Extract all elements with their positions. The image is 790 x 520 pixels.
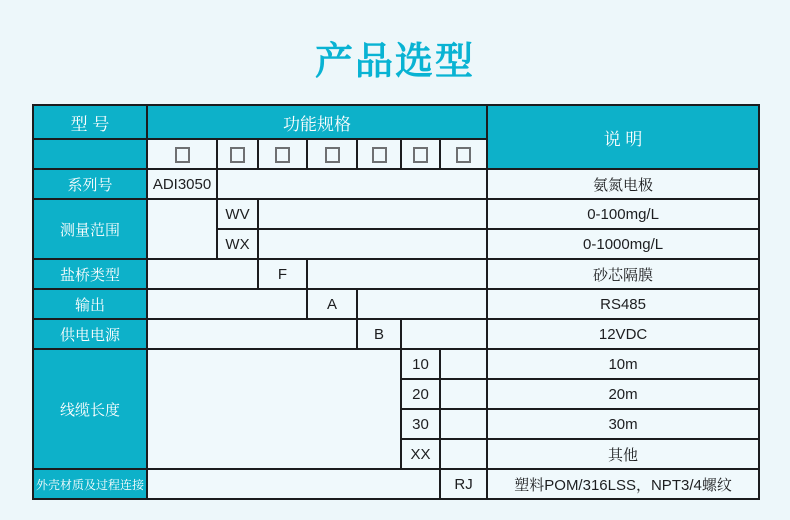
- row-label-housing: 外壳材质及过程连接: [33, 469, 147, 499]
- checkbox-cell-2: [217, 139, 258, 169]
- housing-code-cell: RJ: [440, 469, 487, 499]
- empty-cell: [307, 259, 487, 289]
- table-row-power: [33, 319, 759, 349]
- table-row-housing: [33, 469, 759, 499]
- empty-cell: [440, 439, 487, 469]
- table-row-cable-10: [33, 349, 759, 379]
- row-label-power: 供电电源: [33, 319, 147, 349]
- checkbox-icon[interactable]: [456, 147, 471, 163]
- empty-cell: [147, 259, 258, 289]
- checkbox-cell-4: [307, 139, 357, 169]
- saltbridge-desc-cell: 砂芯隔膜: [487, 259, 759, 289]
- saltbridge-code-cell: F: [258, 259, 307, 289]
- row-label-series: 系列号: [33, 169, 147, 199]
- row-label-cable: 线缆长度: [33, 349, 147, 469]
- output-desc-cell: RS485: [487, 289, 759, 319]
- row-label-saltbridge: 盐桥类型: [33, 259, 147, 289]
- empty-cell: [440, 409, 487, 439]
- checkbox-icon[interactable]: [230, 147, 245, 163]
- empty-cell: [147, 289, 307, 319]
- empty-cell: [147, 349, 401, 469]
- cable-xx-desc-cell: 其他: [487, 439, 759, 469]
- checkbox-icon[interactable]: [372, 147, 387, 163]
- row-label-output: 输出: [33, 289, 147, 319]
- series-code-cell: ADI3050: [147, 169, 217, 199]
- series-desc-cell: 氨氮电极: [487, 169, 759, 199]
- range-wv-desc-cell: 0-100mg/L: [487, 199, 759, 229]
- ordering-guide-table: [32, 104, 760, 500]
- page-title: 产品选型: [314, 41, 475, 83]
- cable-20-code-cell: 20: [401, 379, 440, 409]
- cable-xx-code-cell: XX: [401, 439, 440, 469]
- checkbox-icon[interactable]: [413, 147, 428, 163]
- empty-cell: [147, 199, 217, 259]
- col-header-model: 型 号: [33, 105, 147, 139]
- power-code-cell: B: [357, 319, 401, 349]
- empty-cell: [147, 319, 357, 349]
- model-column-spacer-cell: [33, 139, 147, 169]
- cable-30-desc-cell: 30m: [487, 409, 759, 439]
- housing-desc-cell: 塑料POM/316LSS，NPT3/4螺纹: [487, 469, 759, 499]
- table-row-output: [33, 289, 759, 319]
- empty-cell: [440, 379, 487, 409]
- empty-cell: [217, 169, 487, 199]
- col-header-desc: 说 明: [487, 105, 759, 169]
- checkbox-icon[interactable]: [175, 147, 190, 163]
- range-wv-code-cell: WV: [217, 199, 258, 229]
- empty-cell: [147, 469, 440, 499]
- checkbox-icon[interactable]: [275, 147, 290, 163]
- cable-20-desc-cell: 20m: [487, 379, 759, 409]
- checkbox-cell-7: [440, 139, 487, 169]
- empty-cell: [258, 199, 487, 229]
- range-wx-desc-cell: 0-1000mg/L: [487, 229, 759, 259]
- col-header-spec: 功能规格: [147, 105, 487, 139]
- product-selection-table: [32, 104, 760, 500]
- table-row-range-wv: [33, 199, 759, 229]
- checkbox-cell-6: [401, 139, 440, 169]
- checkbox-cell-5: [357, 139, 401, 169]
- power-desc-cell: 12VDC: [487, 319, 759, 349]
- checkbox-cell-3: [258, 139, 307, 169]
- empty-cell: [357, 289, 487, 319]
- cable-30-code-cell: 30: [401, 409, 440, 439]
- cable-10-desc-cell: 10m: [487, 349, 759, 379]
- checkbox-cell-1: [147, 139, 217, 169]
- output-code-cell: A: [307, 289, 357, 319]
- row-label-range: 测量范围: [33, 199, 147, 259]
- empty-cell: [258, 229, 487, 259]
- header-row: [33, 105, 759, 139]
- range-wx-code-cell: WX: [217, 229, 258, 259]
- table-row-saltbridge: [33, 259, 759, 289]
- empty-cell: [401, 319, 487, 349]
- empty-cell: [440, 349, 487, 379]
- table-row-series: [33, 169, 759, 199]
- cable-10-code-cell: 10: [401, 349, 440, 379]
- checkbox-icon[interactable]: [325, 147, 340, 163]
